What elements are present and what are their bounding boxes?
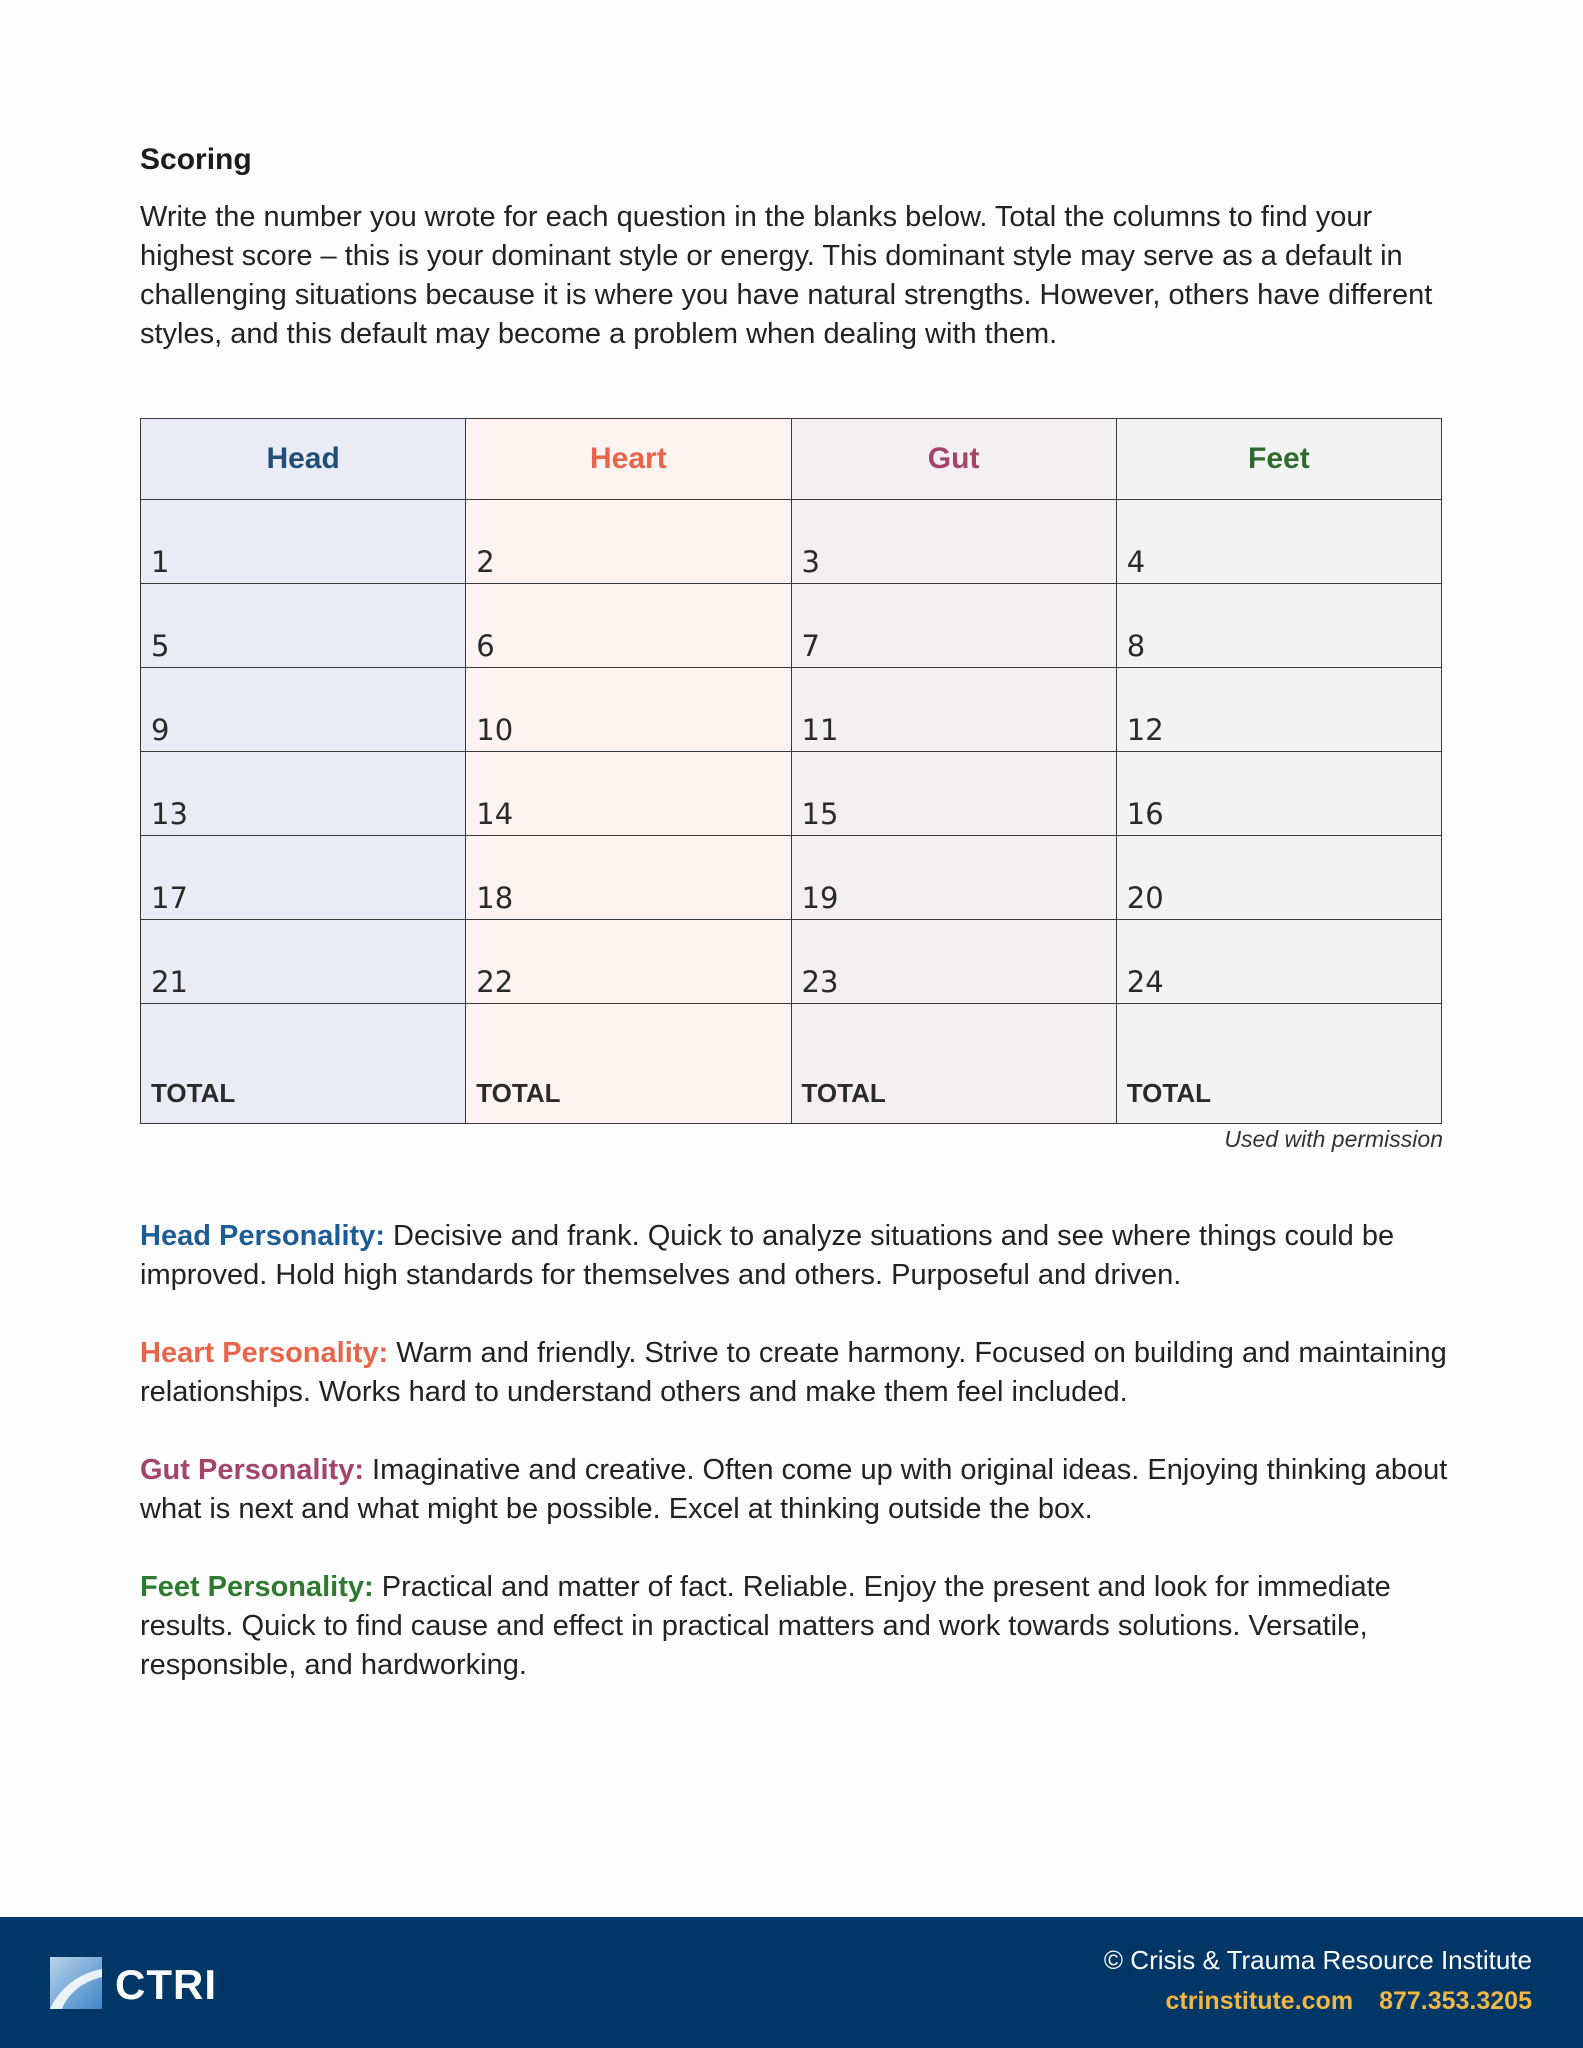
total-cell-head[interactable]: TOTAL [141,1004,466,1124]
section-title: Scoring [140,143,252,176]
table-row [141,500,1442,584]
heart-personality-description [140,1334,1450,1412]
personality-text: Warm and friendly. Strive to create harmony. Focused on building and maintaining relationships. Works hard to understand others and make them feel included. [140,1337,1447,1408]
score-cell[interactable]: 10 [466,668,791,752]
score-cell[interactable]: 20 [1116,836,1441,920]
copyright-text: © Crisis & Trauma Resource Institute [1103,1945,1532,1975]
total-cell-heart[interactable]: TOTAL [466,1004,791,1124]
score-cell[interactable]: 3 [791,500,1116,584]
score-cell[interactable]: 16 [1116,752,1441,836]
footer [0,1917,1583,2048]
table-row [141,836,1442,920]
score-cell[interactable]: 6 [466,584,791,668]
score-cell[interactable]: 22 [466,920,791,1004]
website-link[interactable]: ctrinstitute.com [1165,1987,1354,2015]
column-header-gut: Gut [791,419,1116,500]
head-personality-description [140,1217,1450,1295]
logo-text: CTRI [115,1961,217,2008]
column-header-head: Head [141,419,466,500]
feet-personality-description [140,1568,1450,1685]
total-row [141,1004,1442,1124]
ctri-logo-icon [50,1957,102,2009]
score-cell[interactable]: 19 [791,836,1116,920]
score-cell[interactable]: 7 [791,584,1116,668]
personality-label: Heart Personality: [140,1337,389,1369]
personality-label: Head Personality: [140,1220,385,1252]
gut-personality-description [140,1451,1450,1529]
score-cell[interactable]: 24 [1116,920,1441,1004]
total-cell-gut[interactable]: TOTAL [791,1004,1116,1124]
table-row [141,920,1442,1004]
score-cell[interactable]: 5 [141,584,466,668]
score-cell[interactable]: 13 [141,752,466,836]
personality-text: Decisive and frank. Quick to analyze situations and see where things could be improved. Hold high standards for themselves and others. Purposeful and driven. [140,1220,1395,1291]
score-cell[interactable]: 17 [141,836,466,920]
personality-label: Feet Personality: [140,1571,374,1603]
score-cell[interactable]: 14 [466,752,791,836]
score-cell[interactable]: 18 [466,836,791,920]
score-cell[interactable]: 12 [1116,668,1441,752]
score-cell[interactable]: 4 [1116,500,1441,584]
score-cell[interactable]: 11 [791,668,1116,752]
column-header-feet: Feet [1116,419,1441,500]
score-cell[interactable]: 2 [466,500,791,584]
personality-label: Gut Personality: [140,1454,364,1486]
score-cell[interactable]: 21 [141,920,466,1004]
table-row [141,668,1442,752]
header-row [141,419,1442,500]
score-cell[interactable]: 8 [1116,584,1441,668]
score-cell[interactable]: 15 [791,752,1116,836]
contact-info [1166,1987,1532,2016]
column-header-heart: Heart [466,419,791,500]
score-cell[interactable]: 1 [141,500,466,584]
personality-text: Practical and matter of fact. Reliable. Enjoy the present and look for immediate results. Quick to find cause and effect in practical matters and work towards solutions. Versatile, responsible, and hardworking. [140,1571,1391,1681]
score-cell[interactable]: 9 [141,668,466,752]
score-cell[interactable]: 23 [791,920,1116,1004]
permission-note: Used with permission [1224,1126,1443,1152]
scoring-instructions: Write the number you wrote for each question in the blanks below. Total the columns to find your highest score – this is your dominant style or energy. This dominant style may serve as a default in challenging situations because it is where you have natural strengths. However, others have different styles, and this default may become a problem when dealing with them. [140,201,1433,350]
total-cell-feet[interactable]: TOTAL [1116,1004,1441,1124]
phone-number[interactable]: 877.353.3205 [1379,1987,1532,2015]
personality-text: Imaginative and creative. Often come up with original ideas. Enjoying thinking about what is next and what might be possible. Excel at thinking outside the box. [140,1454,1448,1525]
table-row [141,752,1442,836]
scoring-table [140,418,1442,1124]
table-row [141,584,1442,668]
